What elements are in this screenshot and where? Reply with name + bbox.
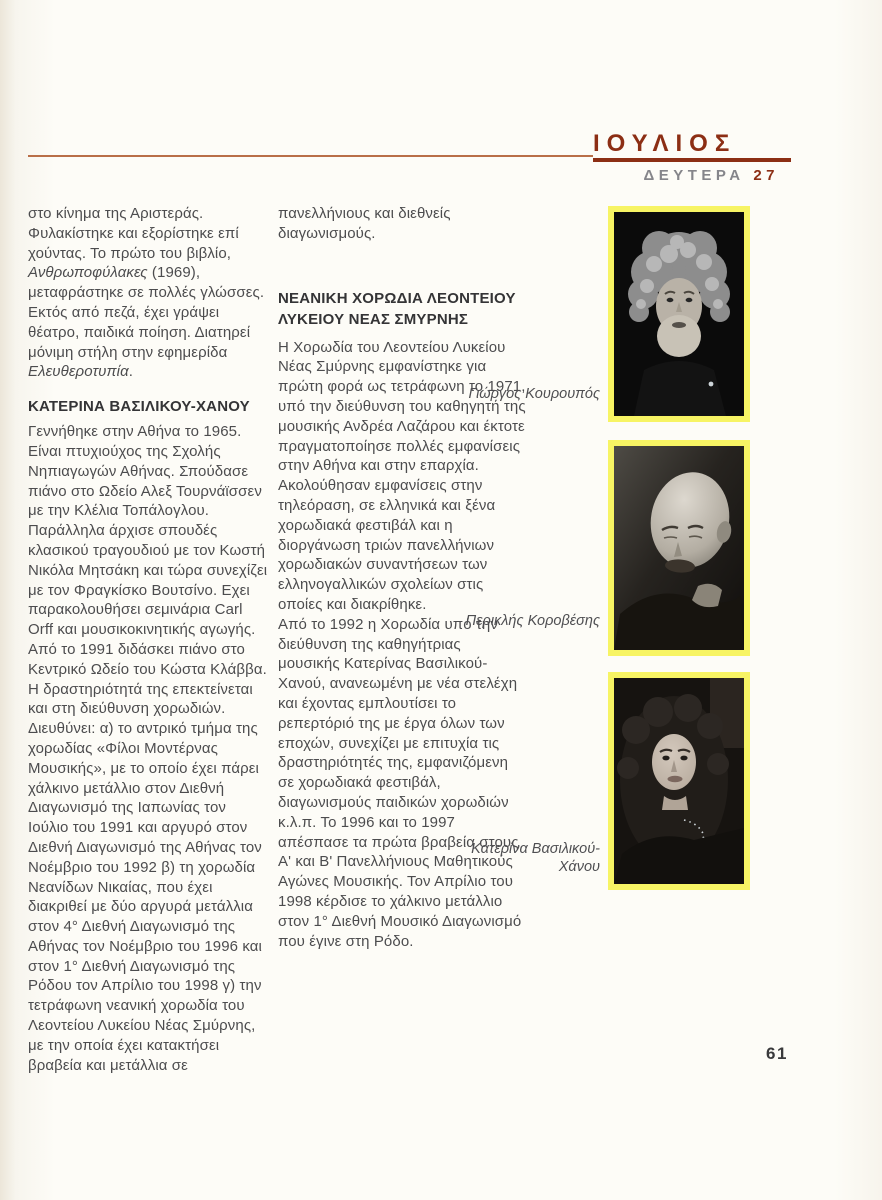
photo-caption-2: Περικλής Κοροβέσης — [465, 613, 600, 629]
page-number: 61 — [766, 1044, 788, 1063]
photo-caption-3: Κατερίνα Βασιλικού-Χάνου — [471, 841, 600, 875]
header-rule — [28, 155, 593, 157]
portrait-bald-man-mustache — [614, 446, 744, 650]
photo-periklis-korovesis — [608, 440, 750, 656]
day-number: 27 — [753, 167, 779, 184]
left-paragraph-2: Γεννήθηκε στην Αθήνα το 1965. Είναι πτυχιούχος της Σχολής Νηπιαγωγών Αθήνας. Σπούδασε πιάνο στο Ωδείο Αλεξ Τουρνάϊσσεν με την Κλέλια Τοπάλογλου. Παράλληλα άρχισε σπουδές κλασικού τραγουδιού με τον Κωστή Νικόλα Μητσάκη και τώρα συνεχίζει με τον Φραγκίσκο Βουτσίνο. Εχει παρακολουθήσει σεμινάρια Carl Orff και μουσικοκινητικής αγωγής. Από το 1991 διδάσκει πιάνο στο Κεντρικό Ωδείο του Κώστα Κλάββα. Η δραστηριότητά της επεκτείνεται και στη διεύθυνση χορωδιών. Διευθύνει: α) το αντρικό τμήμα της χορωδίας «Φίλοι Μοντέρνας Μουσικής», με το οποίο έχει πάρει χάλκινο μετάλλιο στον Διεθνή Διαγωνισμό της Ιαπωνίας τον Ιούλιο του 1991 και αργυρό στον Διεθνή Διαγωνισμό της Αθήνας τον Νοέμβριο του 1992 β) τη χορωδία Νεανίδων Νικαίας, που έχει διακριθεί με δύο αργυρά μετάλλια στον 4° Διεθνή Διαγωνισμό της Αθήνας τον Νοέμβριο του 1996 και στον 1° Διεθνή Διαγωνισμό της Ρόδου τον Απρίλιο του 1998 γ) την τετράφωνη νεανική χορωδία του Λεοντείου Λυκείου Νέας Σμύρνης, με την οποία έχει κατακτήσει βραβεία και μετάλλια σε — [28, 423, 268, 1074]
photo-giorgos-kouroupos — [608, 206, 750, 422]
photo-katerina-vasilikou-chanou — [608, 672, 750, 890]
photo-caption-1: Γιώργος Κουρουπός — [468, 386, 600, 402]
middle-paragraph-0: πανελλήνιους και διεθνείς διαγωνισμούς. — [278, 205, 451, 242]
middle-column — [278, 204, 526, 951]
middle-paragraph-2: Από το 1992 η Χορωδία υπό την διεύθυνση της καθηγήτριας μουσικής Κατερίνας Βασιλικού-Χανού, ανανεωμένη με νέα στελέχη και έχοντας εμπλουτίσει το ρεπερτόριό της με έργα όλων των εποχών, συνεχίζει με επιτυχία τις δραστηριότητές της, εμφανιζόμενη σε χορωδιακά φεστιβάλ, διαγωνισμούς παιδικών χορωδιών κ.λ.π. Το 1996 και το 1997 απέσπασε τα πρώτα βραβεία στους Α' και Β' Πανελλήνιους Μαθητικούς Αγώνες Μουσικής. Τον Απρίλιο του 1998 κέρδισε το χάλκινο μετάλλιο στον 1° Διεθνή Μουσικό Διαγωνισμό που έγινε στη Ρόδο. — [278, 615, 522, 950]
portrait-woman-long-dark-hair — [614, 678, 744, 884]
day-line — [480, 167, 779, 184]
left-column-heading: ΚΑΤΕΡΙΝΑ ΒΑΣΙΛΙΚΟΥ-ΧΑΝΟΥ — [28, 398, 250, 416]
middle-paragraph-1: Η Χορωδία του Λεοντείου Λυκείου Νέας Σμύρνης εμφανίστηκε για πρώτη φορά ως τετράφωνη το 1971, υπό την διεύθυνση του καθηγητή της μουσικής Ανδρέα Λαζάρου και έκτοτε πραγματοποίησε πολλές εμφανίσεις στην Αθήνα και στην επαρχία. Ακολούθησαν εμφανίσεις στην τηλεόραση, σε ελληνικά και ξένα χορωδιακά φεστιβάλ και η διοργάνωση τριών πανελλήνιων χορωδιακών συναντήσεων των ελληνογαλλικών σχολείων στις οποίες και διακρίθηκε. — [278, 338, 526, 613]
day-label: ΔΕΥΤΕΡΑ — [643, 167, 745, 184]
month-title-underline — [593, 158, 791, 162]
left-paragraph-1: στο κίνημα της Αριστεράς. Φυλακίστηκε και εξορίστηκε επί χούντας. Το πρώτο του βιβλίο, Ανθρωποφύλακες (1969), μεταφράστηκε σε πολλές γλώσσες. Εκτός από πεζά, έχει γράψει θέατρο, παιδικά ποίηση. Διατηρεί μόνιμη στήλη στην εφημερίδα Ελευθεροτυπία. — [28, 205, 265, 381]
month-title: ΙΟΥΛΙΟΣ — [593, 130, 737, 157]
middle-column-heading: ΝΕΑΝΙΚΗ ΧΟΡΩΔΙΑ ΛΕΟΝΤΕΙΟΥ ΛΥΚΕΙΟΥ ΝΕΑΣ ΣΜΥΡΝΗΣ — [278, 289, 516, 328]
left-column — [28, 204, 269, 1075]
portrait-man-curly-hair-beard — [614, 212, 744, 416]
